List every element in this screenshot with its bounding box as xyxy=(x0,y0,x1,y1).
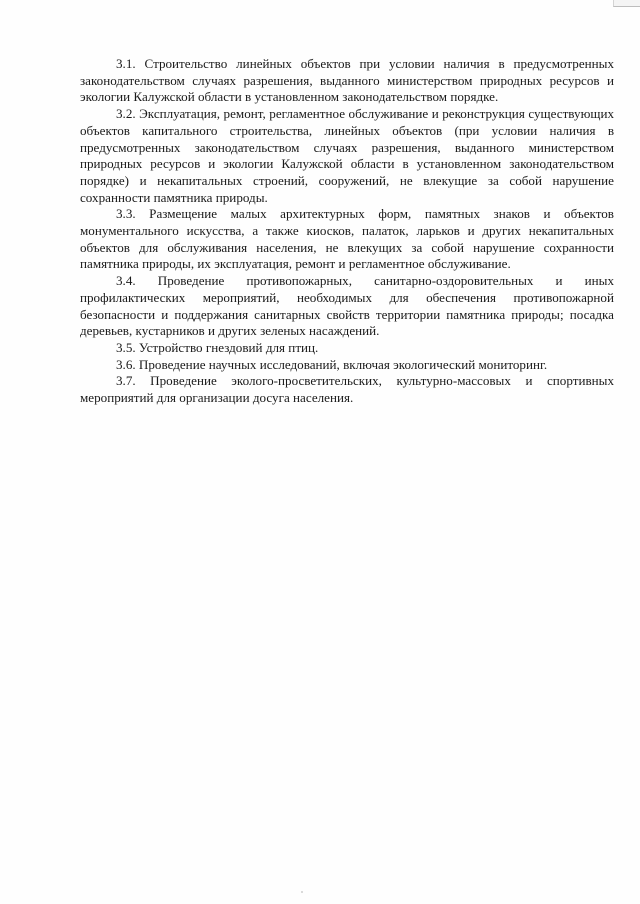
paragraph-3-2: 3.2. Эксплуатация, ремонт, регламентное обслуживание и реконструкция существующих объектов капитального строительства, линейных объектов (при условии наличия в предусмотренных законодательством случаях разрешения, выданного министерством природных ресурсов и экологии Калужской области в установленном законодательством порядке) и некапитальных строений, сооружений, не влекущие за собой нарушение сохранности памятника природы. xyxy=(80,106,614,205)
paragraph-3-7: 3.7. Проведение эколого-просветительских, культурно-массовых и спортивных мероприятий для организации досуга населения. xyxy=(80,373,614,406)
document-body xyxy=(80,56,614,407)
page-corner-mark xyxy=(613,0,640,7)
paragraph-3-5: 3.5. Устройство гнездовий для птиц. xyxy=(116,339,319,355)
paragraph-3-6: 3.6. Проведение научных исследований, включая экологический мониторинг. xyxy=(116,356,548,372)
scan-artifact xyxy=(301,891,303,893)
paragraph-3-1: 3.1. Строительство линейных объектов при условии наличия в предусмотренных законодательством случаях разрешения, выданного министерством природных ресурсов и экологии Калужской области в установленном законодательством порядке. xyxy=(80,56,614,105)
paragraph-3-4: 3.4. Проведение противопожарных, санитарно-оздоровительных и иных профилактических мероприятий, необходимых для обеспечения противопожарной безопасности и поддержания санитарных свойств территории памятника природы; посадка деревьев, кустарников и других зеленых насаждений. xyxy=(80,273,614,339)
paragraph-3-3: 3.3. Размещение малых архитектурных форм, памятных знаков и объектов монументального искусства, а также киосков, палаток, ларьков и других некапитальных объектов для обслуживания населения, не влекущих за собой нарушение сохранности памятника природы, их эксплуатация, ремонт и регламентное обслуживание. xyxy=(80,206,614,272)
